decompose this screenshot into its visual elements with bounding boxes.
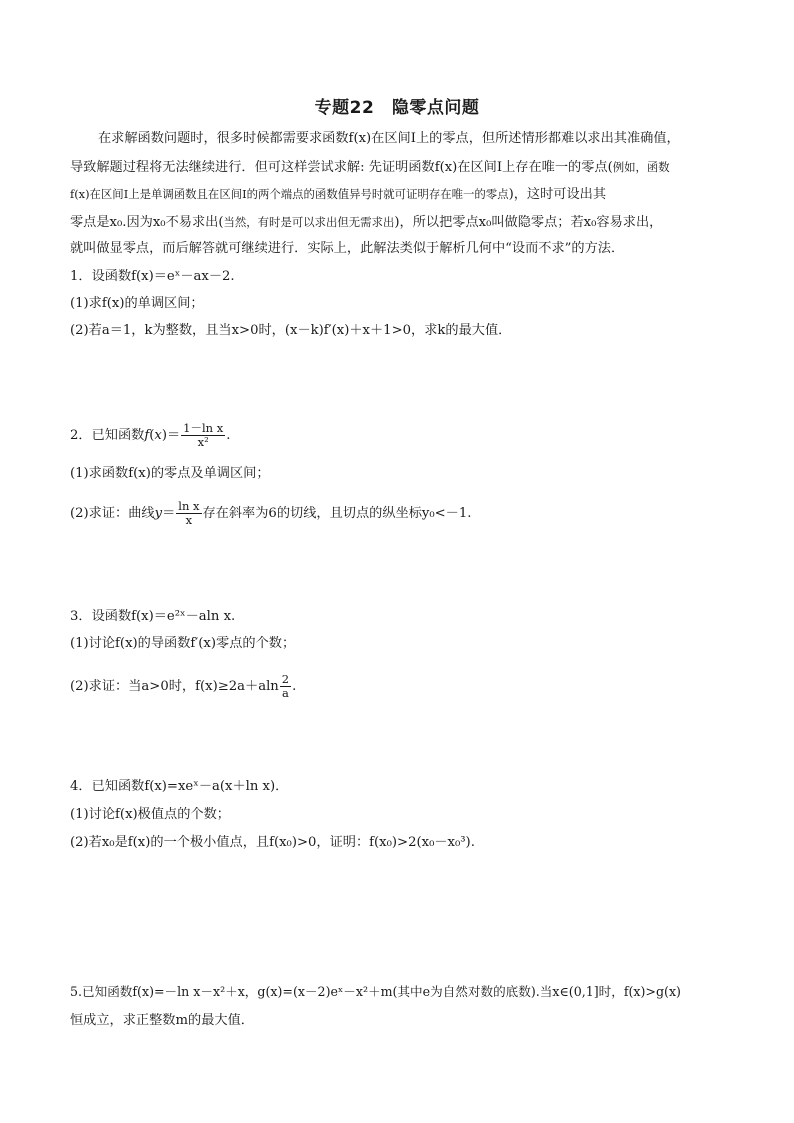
problem-2-part-2-suffix: 存在斜率为6的切线，且切点的纵坐标y₀<－1. — [202, 506, 472, 521]
problem-2-stem: 2．已知函数f(x)＝ $\frac{\text{1－ln x}}{\text{x²}}$ . — [70, 421, 231, 449]
problem-3-fraction-numerator: 2 — [281, 672, 290, 686]
problem-1-part-2: (2)若a＝1，k为整数，且当x>0时，(x－k)f′(x)＋x＋1>0，求k的最大值． — [70, 323, 512, 338]
intro-line-2-note: 例如，函数 — [612, 160, 670, 174]
intro-line-3-text: )，这时可设出其 — [508, 187, 607, 202]
problem-4-part-1: (1)讨论f(x)极值点的个数； — [70, 807, 230, 822]
problem-3-part-1: (1)讨论f(x)的导函数f′(x)零点的个数； — [70, 636, 296, 651]
problem-3-stem: 3．设函数f(x)＝e²ˣ－aln x. — [70, 609, 236, 624]
intro-line-4 — [70, 213, 764, 232]
intro-line-2 — [70, 158, 764, 177]
problem-3-fraction-denominator: a — [282, 686, 289, 700]
problem-2-curve-fraction — [176, 500, 201, 527]
problem-2-curve-denominator: x — [185, 513, 193, 527]
problem-2-curve-numerator: ln x — [178, 499, 200, 513]
problem-3-part-2: (2)求证：当a>0时，f(x)≥2a＋aln $\frac{2}{a}$ . — [70, 672, 297, 700]
problem-1-stem: 1．设函数f(x)＝eˣ－ax－2. — [70, 269, 235, 284]
problem-2-part-2: (2)求证：曲线y＝ $\frac{\text{ln x}}{x}$ 存在斜率为6的切线，且切点的纵坐标y₀<－1. — [70, 499, 472, 527]
problem-4-part-2: (2)若x₀是f(x)的一个极小值点，且f(x₀)>0，证明：f(x₀)>2(x₀－x₀³). — [70, 835, 475, 850]
problem-5-line-1: 5.已知函数f(x)=－ln x－x²＋x，g(x)=(x－2)eˣ－x²＋m(其中e为自然对数的底数).当x∈(0,1]时，f(x)>g(x) — [70, 984, 681, 999]
problem-2-fraction-denominator: x² — [197, 435, 209, 449]
problem-5-line-2: 恒成立，求正整数m的最大值． — [70, 1013, 254, 1028]
problem-2-part-2-prefix: (2)求证：曲线 — [70, 506, 155, 521]
problem-2-part-1: (1)求函数f(x)的零点及单调区间； — [70, 466, 270, 481]
intro-line-5: 就叫做显零点，而后解答就可继续进行．实际上，此解法类似于解析几何中“设而不求”的方法． — [70, 241, 625, 256]
intro-line-3 — [70, 185, 764, 204]
problem-3-fraction — [280, 673, 291, 700]
problem-2-fraction-numerator: 1－ln x — [183, 421, 224, 435]
intro-line-3-note: f(x)在区间I上是单调函数且在区间I的两个端点的函数值异号时就可证明存在唯一的零点 — [70, 187, 509, 201]
intro-line-4-a: 零点是x₀.因为x₀不易求出( — [70, 215, 224, 230]
intro-line-4-note: 当然，有时是可以求出但无需求出 — [223, 215, 395, 229]
intro-line-2-text: 导致解题过程将无法继续进行．但可这样尝试求解: 先证明函数f(x)在区间I上存在唯一的零点( — [70, 160, 613, 175]
problem-2-stem-prefix: 2．已知函数 — [70, 428, 145, 443]
intro-line-1: 在求解函数问题时，很多时候都需要求函数f(x)在区间I上的零点，但所述情形都难以求出其准确值， — [98, 131, 680, 146]
problem-4-stem: 4．已知函数f(x)=xeˣ－a(x＋ln x)． — [70, 779, 289, 794]
problem-3-part-2-prefix: (2)求证：当a>0时，f(x)≥2a＋aln — [70, 679, 279, 694]
problem-1-part-1: (1)求f(x)的单调区间； — [70, 296, 204, 311]
page-title: 专题22 隐零点问题 — [314, 98, 480, 118]
problem-2-fraction — [181, 422, 225, 449]
intro-line-4-c: )，所以把零点x₀叫做隐零点；若x₀容易求出， — [394, 215, 663, 230]
